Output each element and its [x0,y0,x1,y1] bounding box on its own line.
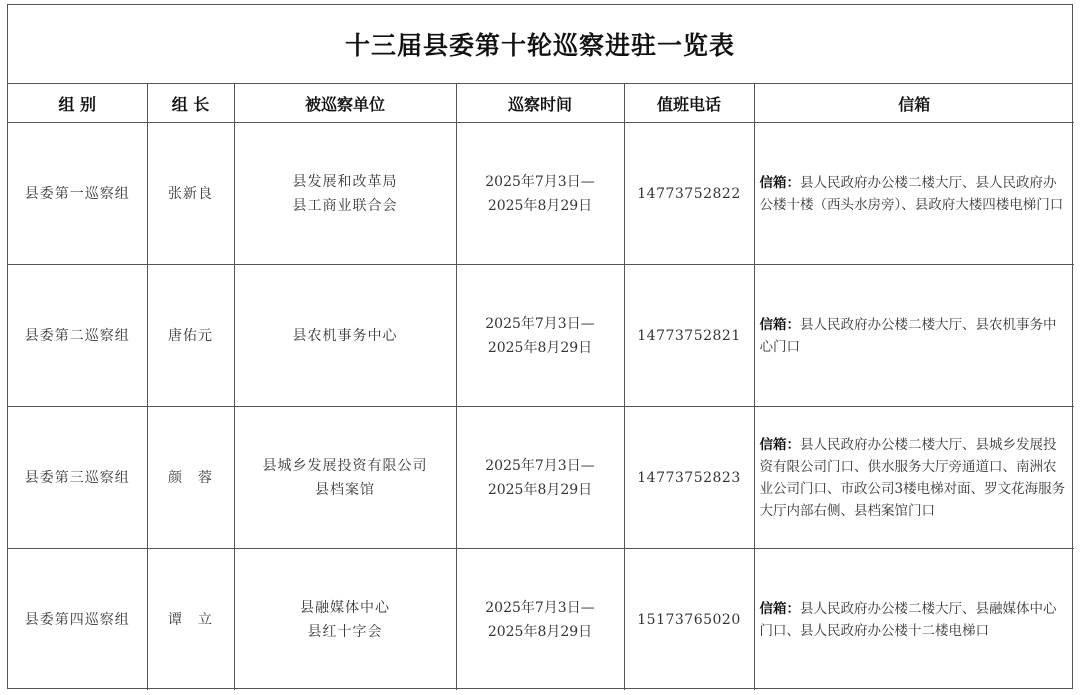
unit-name: 县红十字会 [307,623,383,640]
period-end: 2025年8月29日 [487,623,593,640]
period-end: 2025年8月29日 [487,197,593,214]
mailbox-label: 信箱： [759,436,800,453]
mailbox-label: 信箱： [759,174,800,191]
header-row [8,84,1074,123]
header-period: 巡察时间 [456,84,624,123]
mailbox-cell [754,407,1074,549]
header-group: 组 别 [8,84,147,123]
schedule-table [8,84,1074,690]
table-row [8,407,1074,549]
unit-name: 县发展和改革局 [292,173,398,190]
phone-cell: 14773752822 [624,123,754,265]
period-cell [456,407,624,549]
table-row [8,549,1074,691]
header-mailbox: 信箱 [754,84,1074,123]
group-cell: 县委第二巡察组 [8,265,147,407]
leader-cell: 张新良 [147,123,234,265]
page-title: 十三届县委第十轮巡察进驻一览表 [344,31,735,60]
mailbox-cell [754,549,1074,691]
unit-cell [234,265,456,407]
period-cell [456,265,624,407]
mailbox-text: 县人民政府办公楼二楼大厅、县农机事务中心门口 [759,316,1057,355]
phone-cell: 15173765020 [624,549,754,691]
mailbox-label: 信箱： [759,316,800,333]
unit-name: 县融媒体中心 [300,599,390,616]
leader-cell: 谭 立 [147,549,234,691]
header-unit: 被巡察单位 [234,84,456,123]
mailbox-text: 县人民政府办公楼二楼大厅、县融媒体中心门口、县人民政府办公楼十二楼电梯口 [759,600,1057,639]
title-box [8,5,1072,84]
period-start: 2025年7月3日— [485,599,595,616]
group-cell: 县委第四巡察组 [8,549,147,691]
header-phone: 值班电话 [624,84,754,123]
period-start: 2025年7月3日— [485,457,595,474]
unit-name: 县城乡发展投资有限公司 [262,457,428,474]
mailbox-label: 信箱： [759,600,800,617]
period-start: 2025年7月3日— [485,315,595,332]
mailbox-text: 县人民政府办公楼二楼大厅、县人民政府办公楼十楼（西头水房旁）、县政府大楼四楼电梯门口 [759,174,1064,213]
header-leader: 组 长 [147,84,234,123]
unit-cell [234,123,456,265]
table-row [8,265,1074,407]
unit-name: 县农机事务中心 [292,327,398,344]
unit-name: 县档案馆 [315,481,375,498]
leader-cell: 颜 蓉 [147,407,234,549]
period-end: 2025年8月29日 [487,481,593,498]
mailbox-cell [754,123,1074,265]
patrol-schedule-sheet [7,4,1073,689]
phone-cell: 14773752821 [624,265,754,407]
table-row [8,123,1074,265]
phone-cell: 14773752823 [624,407,754,549]
unit-cell [234,549,456,691]
unit-name: 县工商业联合会 [292,197,398,214]
group-cell: 县委第三巡察组 [8,407,147,549]
mailbox-cell [754,265,1074,407]
period-cell [456,549,624,691]
leader-cell: 唐佑元 [147,265,234,407]
period-start: 2025年7月3日— [485,173,595,190]
group-cell: 县委第一巡察组 [8,123,147,265]
period-cell [456,123,624,265]
mailbox-text: 县人民政府办公楼二楼大厅、县城乡发展投资有限公司门口、供水服务大厅旁通道口、南洲农业公司门口、市政公司3楼电梯对面、罗文花海服务大厅内部右侧、县档案馆门口 [759,436,1066,519]
period-end: 2025年8月29日 [487,339,593,356]
unit-cell [234,407,456,549]
